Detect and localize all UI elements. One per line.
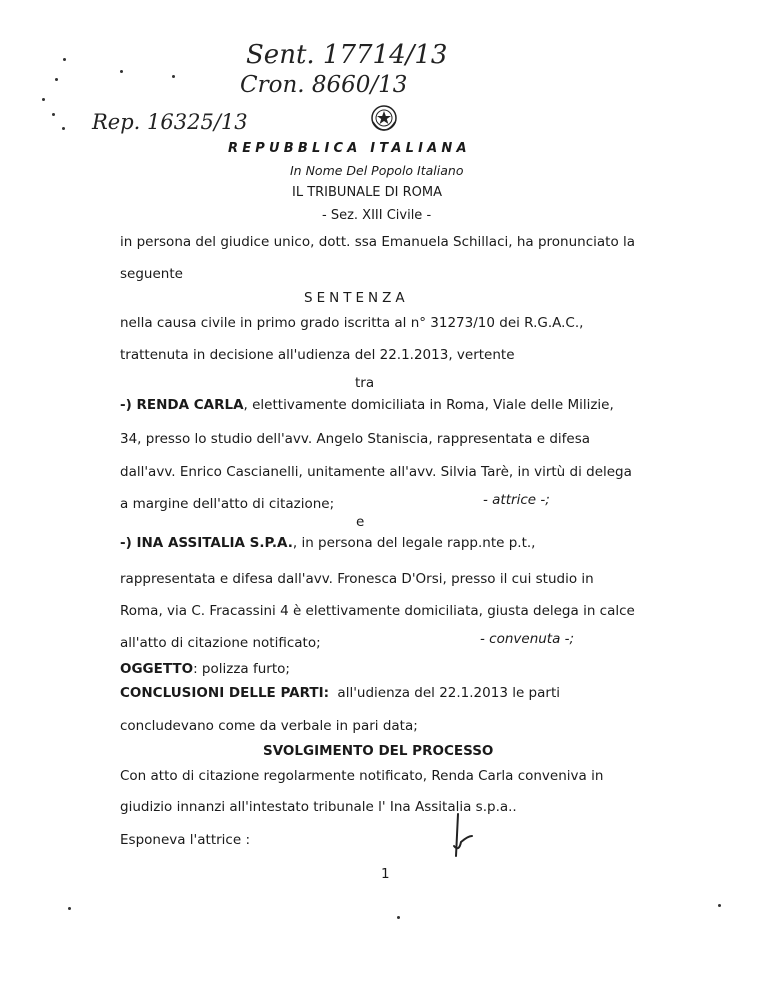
scan-speck <box>52 113 55 116</box>
causa-line: nella causa civile in primo grado iscritta al n° 31273/10 dei R.G.A.C., <box>120 315 584 331</box>
scan-speck <box>120 70 123 73</box>
attrice-line: 34, presso lo studio dell'avv. Angelo Staniscia, rappresentata e difesa <box>120 431 591 447</box>
tribunale-heading: IL TRIBUNALE DI ROMA <box>292 185 443 200</box>
attrice-line: dall'avv. Enrico Cascianelli, unitamente all'avv. Silvia Tarè, in virtù di delega <box>120 464 632 480</box>
scan-speck <box>63 58 66 61</box>
conclusioni-line-rest: all'udienza del 22.1.2013 le parti <box>337 685 560 701</box>
intro-line: in persona del giudice unico, dott. ssa Emanuela Schillaci, ha pronunciato la <box>120 234 636 250</box>
handwritten-sentenza-number: Sent. 17714/13 <box>246 40 448 70</box>
convenuta-role: - convenuta -; <box>480 631 575 647</box>
sentenza-title: SENTENZA <box>304 290 409 306</box>
body-line: Con atto di citazione regolarmente notificato, Renda Carla conveniva in <box>120 768 604 784</box>
attrice-name: -) RENDA CARLA <box>120 397 244 413</box>
attrice-role: - attrice -; <box>483 492 550 508</box>
convenuta-line: Roma, via C. Fracassini 4 è elettivamente domiciliata, giusta delega in calce <box>120 603 635 619</box>
body-line: giudizio innanzi all'intestato tribunale l' Ina Assitalia s.p.a.. <box>120 799 517 815</box>
convenuta-line-rest: , in persona del legale rapp.nte p.t., <box>292 535 536 551</box>
page-number: 1 <box>381 866 390 882</box>
scan-speck <box>62 127 65 130</box>
scan-speck <box>55 78 58 81</box>
scan-speck <box>42 98 45 101</box>
convenuta-line: all'atto di citazione notificato; <box>120 635 321 651</box>
convenuta-name: -) INA ASSITALIA S.P.A. <box>120 535 293 551</box>
convenuta-line <box>120 537 560 551</box>
body-line: Esponeva l'attrice : <box>120 832 250 848</box>
oggetto-line <box>120 663 290 677</box>
in-nome-heading: In Nome Del Popolo Italiano <box>290 163 464 178</box>
republic-emblem-icon <box>370 104 398 132</box>
svolgimento-title: SVOLGIMENTO DEL PROCESSO <box>263 743 494 759</box>
intro-line: seguente <box>120 266 183 282</box>
scan-speck <box>718 904 721 907</box>
causa-line: trattenuta in decisione all'udienza del 22.1.2013, vertente <box>120 347 515 363</box>
attrice-line-rest: , elettivamente domiciliata in Roma, Viale delle Milizie, <box>243 397 614 413</box>
handwritten-repertorio-number: Rep. 16325/13 <box>92 110 248 134</box>
signature-initial-icon <box>450 812 480 860</box>
conclusioni-label: CONCLUSIONI DELLE PARTI: <box>120 685 329 701</box>
sezione-heading: - Sez. XIII Civile - <box>322 208 432 223</box>
handwritten-cronologico-number: Cron. 8660/13 <box>240 72 408 98</box>
e-separator: e <box>356 514 365 530</box>
attrice-line: a margine dell'atto di citazione; <box>120 496 335 512</box>
tra-separator: tra <box>355 375 375 391</box>
attrice-line <box>120 397 614 413</box>
conclusioni-line: concludevano come da verbale in pari data; <box>120 718 418 734</box>
oggetto-label: OGGETTO <box>120 661 194 677</box>
oggetto-text: : polizza furto; <box>193 661 290 677</box>
conclusioni-line <box>120 687 560 701</box>
scan-speck <box>397 916 400 919</box>
republic-heading: REPUBBLICA ITALIANA <box>228 141 471 156</box>
scan-speck <box>68 907 71 910</box>
scan-speck <box>172 75 175 78</box>
convenuta-line: rappresentata e difesa dall'avv. Fronesca D'Orsi, presso il cui studio in <box>120 571 594 587</box>
